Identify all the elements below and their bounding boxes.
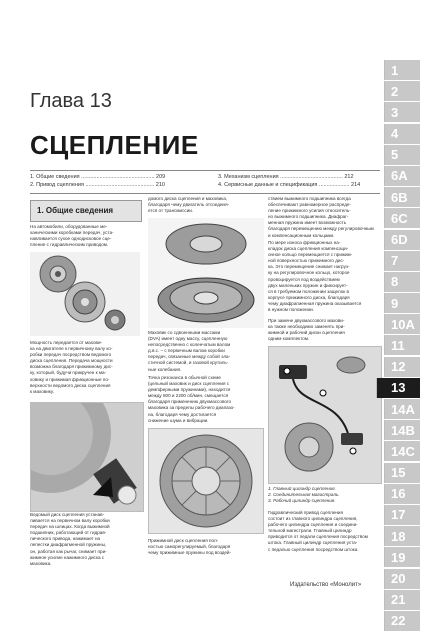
text-line: снижение шума и вибрации. xyxy=(148,417,209,423)
text-line: При замене двухмассового махови- xyxy=(268,318,345,323)
text-line: ся в требуемом положении защелок в xyxy=(268,288,349,294)
chapter-tab[interactable]: 11 xyxy=(384,335,420,355)
chapter-tab[interactable]: 7 xyxy=(384,251,420,271)
text-line: благодаря перемещению между регулировочным xyxy=(268,226,374,232)
toc xyxy=(30,170,380,194)
text-line: лического привода, нажимает на xyxy=(30,536,101,542)
col3-p3 xyxy=(268,318,345,342)
text-line: ные колебания. xyxy=(148,366,182,372)
text-line: Мощность передается от махови- xyxy=(30,340,103,345)
text-line: штока. Главный цилиндр сцепления уста- xyxy=(268,540,358,546)
text-line: кладок диска сцепления компенсаци- xyxy=(268,246,349,252)
caption-line: 1. Главный цилиндр сцепления. xyxy=(268,486,336,491)
text-line: (цельный маховик и диск сцепления с xyxy=(148,381,230,387)
text-line: двух маленьких пружин и фиксирует- xyxy=(268,282,348,288)
chapter-tab[interactable]: 1 xyxy=(384,60,420,80)
text-line: (DVA) имеет одну массу, сцепленную xyxy=(148,336,228,342)
chapter-tab[interactable]: 6D xyxy=(384,230,420,250)
text-line: На автомобили, оборудованные ме- xyxy=(30,224,108,229)
text-line: тельной магистрали. Главный цилиндр xyxy=(268,528,352,534)
chapter-tab[interactable]: 22 xyxy=(384,611,420,631)
chapter-tab[interactable]: 4 xyxy=(384,124,420,144)
clutch-kit-illustration xyxy=(30,252,140,336)
chapter-tab[interactable]: 6B xyxy=(384,187,420,207)
text-line: непосредственно с коленчатым валом xyxy=(148,342,231,348)
col2-p0 xyxy=(148,196,229,214)
toc-item[interactable]: 3. Механизм сцепления ......................................... 212 xyxy=(218,174,354,180)
text-line: ка. Это перемещение снижает нагруз- xyxy=(268,264,350,270)
chapter-tab[interactable]: 9 xyxy=(384,293,420,313)
text-line: обеспечивают равномерное распреде- xyxy=(268,202,352,208)
col2-p3 xyxy=(148,538,231,556)
toc-item[interactable]: 2. Привод сцепления ............................................. 210 xyxy=(30,182,165,188)
chapter-title: СЦЕПЛЕНИЕ xyxy=(30,130,199,160)
text-line: с педалью сцепления посредством штока. xyxy=(268,546,359,552)
chapter-tabs xyxy=(384,60,420,632)
text-line: возможна благодаря прижимному дис- xyxy=(30,364,113,370)
chapter-tab[interactable]: 6A xyxy=(384,166,420,186)
text-line: на, благодаря чему достигается xyxy=(148,411,217,417)
chapter-tab[interactable]: 21 xyxy=(384,590,420,610)
text-line: верхности ведомого диска сцепления xyxy=(30,382,111,388)
text-line: ется от трансмиссии. xyxy=(148,208,194,214)
text-line: домого диска сцепления и маховика, xyxy=(148,196,228,201)
col2-p2 xyxy=(148,375,235,424)
text-line: маховика. xyxy=(30,560,52,566)
text-line: Точка резонанса в обычной схеме xyxy=(148,375,221,380)
chapter-label: Глава 13 xyxy=(30,90,112,112)
text-line: приводится от педали сцепления посредством xyxy=(268,534,368,540)
chapter-tab[interactable]: 20 xyxy=(384,569,420,589)
text-line: лепестки диафрагменной пружины, xyxy=(30,542,107,548)
text-line: ку, который, будучи прикручен к ма- xyxy=(30,370,107,376)
hydraulic-system-photo xyxy=(268,346,382,484)
text-line: ление прижимного усилия относитель- xyxy=(268,208,351,214)
text-line: передач, связанные между собой эла- xyxy=(148,354,231,360)
col3-p1 xyxy=(268,196,374,239)
col3-p2 xyxy=(268,240,361,313)
section-title: 1. Общие сведения xyxy=(37,206,114,215)
hydraulic-drive-illustration xyxy=(269,347,381,483)
chapter-tab[interactable]: 15 xyxy=(384,463,420,483)
text-line: д.в.с. – с первичным валом коробки xyxy=(148,348,225,354)
text-line: жимное усилие нажимного диска с xyxy=(30,554,105,560)
text-line: ховику и прижимая фрикционные по- xyxy=(30,376,110,382)
clutch-assembly-illustration xyxy=(31,403,143,511)
text-line: передач на шлицах. Когда выжимной xyxy=(30,524,110,530)
text-line: пление с гидравлическим приводом. xyxy=(30,242,109,248)
chapter-tab[interactable]: 18 xyxy=(384,526,420,546)
dual-mass-flywheel-illustration xyxy=(148,218,264,328)
text-line: корпусе прижимного диска, благодаря xyxy=(268,294,350,300)
toc-item[interactable]: 1. Общие сведения ................................................ 209 xyxy=(30,174,166,180)
text-line: благодаря чему двигатель отсоединя- xyxy=(148,202,230,208)
text-line: Ведомый диск сцепления устанав- xyxy=(30,512,105,517)
chapter-tab[interactable]: 6C xyxy=(384,208,420,228)
chapter-tab[interactable]: 8 xyxy=(384,272,420,292)
text-line: ствием выжимного подшипника всегда xyxy=(268,196,351,201)
flywheel-drawing xyxy=(148,218,264,328)
text-line: но выжимного подшипника. Диафраг- xyxy=(268,214,349,220)
col1-p3 xyxy=(30,512,110,567)
text-line: навливается сухое однодисковое сце- xyxy=(30,236,112,242)
toc-item[interactable]: 4. Сервисные данные и спецификация .................... 214 xyxy=(218,182,361,188)
text-line: Маховик со сдвоенными массами xyxy=(148,330,221,335)
text-line: благодаря применению двухмассового xyxy=(148,399,232,405)
text-line: провоцируется под воздействием xyxy=(268,276,340,282)
text-line: подшипник, работающий от гидрав- xyxy=(30,530,107,536)
text-line: диска сцепления. Передача мощности xyxy=(30,358,113,364)
publisher-footer: Издательство «Монолит» xyxy=(290,582,362,588)
text-line: состоит из главного цилиндра сцепления, xyxy=(268,516,358,522)
text-line: ка на двигателе к первичному валу ко- xyxy=(30,346,113,352)
text-line: онное кольцо перемещается с прижим- xyxy=(268,252,353,258)
chapter-tab[interactable]: 5 xyxy=(384,145,420,165)
chapter-tab[interactable]: 14C xyxy=(384,441,420,461)
chapter-tab[interactable]: 17 xyxy=(384,505,420,525)
clutch-closeup-photo xyxy=(30,402,144,512)
text-line: маховика за пределы рабочего диапазо- xyxy=(148,405,235,411)
pressure-plate-photo xyxy=(148,428,264,534)
text-line: и компенсационным кольцами. xyxy=(268,232,335,238)
text-line: рабочего цилиндра сцепления и соедини- xyxy=(268,522,358,528)
chapter-tab[interactable]: 2 xyxy=(384,81,420,101)
text-line: чему диафрагменная пружина оказывается xyxy=(268,300,362,306)
text-line: ханическими коробками передач, уста- xyxy=(30,230,114,236)
caption-line: 2. Соединительная магистраль. xyxy=(268,492,340,498)
chapter-tab[interactable]: 16 xyxy=(384,484,420,504)
text-line: Гидравлический привод сцепления xyxy=(268,510,343,515)
text-line: робки передач посредством ведомого xyxy=(30,352,112,358)
text-line: чему прижимные пружины под воздей- xyxy=(148,550,232,556)
text-line: Прижимной диск сцепления пол- xyxy=(148,538,219,543)
text-line: ка также необходимо заменять при- xyxy=(268,324,345,330)
col2-p1 xyxy=(148,330,230,373)
text-line: одним комплектом. xyxy=(268,336,310,342)
text-line: менная пружина имеет возможность xyxy=(268,220,347,226)
col3-p4 xyxy=(268,510,368,553)
flywheel-clutch-photo xyxy=(30,252,140,336)
text-line: в нужном положении. xyxy=(268,307,314,313)
text-line: По мере износа фрикционных на- xyxy=(268,240,341,245)
text-line: между 800 и 2200 об/мин, смещается xyxy=(148,393,229,399)
chapter-tab[interactable]: 10A xyxy=(384,314,420,334)
chapter-tab[interactable]: 19 xyxy=(384,547,420,567)
chapter-tab[interactable]: 12 xyxy=(384,357,420,377)
pressure-plate-illustration xyxy=(149,429,263,533)
col1-p1 xyxy=(30,224,114,248)
chapter-tab[interactable]: 14B xyxy=(384,420,420,440)
text-line: ку на регулировочное кольцо, которое xyxy=(268,270,350,276)
section-header xyxy=(30,200,142,222)
text-line: он, работая как рычаг, снимает при- xyxy=(30,548,107,554)
col1-p2 xyxy=(30,340,113,395)
text-line: демпферными пружинами), находится xyxy=(148,387,231,393)
text-line: стичной системой, и газовой крутиль- xyxy=(148,360,229,366)
chapter-tab[interactable]: 3 xyxy=(384,102,420,122)
text-line: жимной и рабочий диски сцепления xyxy=(268,330,345,336)
chapter-tab[interactable]: 13 xyxy=(376,378,420,398)
caption-line: 3. Рабочий цилиндр сцепления. xyxy=(268,498,336,504)
text-line: ливается на первичном валу коробки xyxy=(30,518,110,524)
text-line: ностью саморегулируемый, благодаря xyxy=(148,544,231,550)
figure-captions xyxy=(268,486,380,504)
text-line: к маховику. xyxy=(30,388,54,394)
chapter-tab[interactable]: 14A xyxy=(384,399,420,419)
text-line: ной поверхностью прижимного дис- xyxy=(268,258,345,264)
